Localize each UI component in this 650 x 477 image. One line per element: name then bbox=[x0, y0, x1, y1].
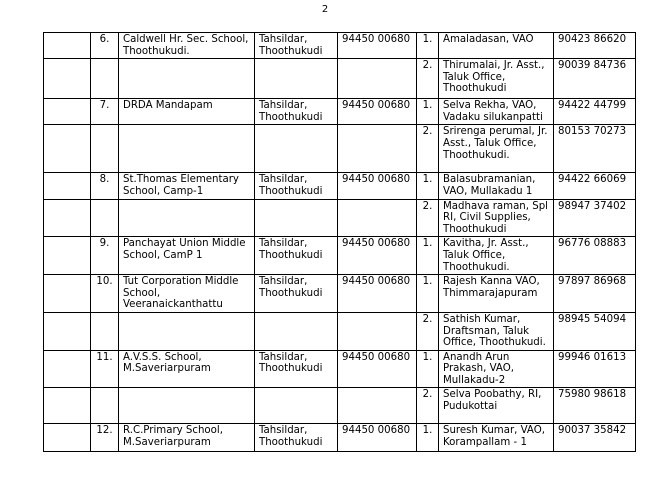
officer-cell bbox=[255, 199, 338, 237]
table-row bbox=[44, 173, 636, 199]
officer-phone-cell bbox=[338, 199, 417, 237]
page-number: 2 bbox=[321, 4, 329, 15]
staff-name-cell: Anandh Arun Prakash, VAO, Mullakadu-2 bbox=[439, 350, 554, 388]
table-body bbox=[44, 33, 636, 452]
staff-name-cell: Sathish Kumar, Draftsman, Taluk Office, Thoothukudi. bbox=[439, 312, 554, 350]
staff-phone-cell: 96776 08883 bbox=[554, 237, 636, 275]
officer-phone-cell bbox=[338, 388, 417, 424]
table-row bbox=[44, 275, 636, 313]
staff-name-cell: Srirenga perumal, Jr. Asst., Taluk Office, Thoothukudi. bbox=[439, 125, 554, 173]
polling-centre-cell: Panchayat Union Middle School, CamP 1 bbox=[119, 237, 255, 275]
staff-name-cell: Selva Rekha, VAO, Vadaku silukanpatti bbox=[439, 99, 554, 125]
staff-index-cell: 1. bbox=[417, 33, 439, 59]
margin-cell bbox=[44, 350, 91, 388]
staff-phone-cell: 98945 54094 bbox=[554, 312, 636, 350]
officer-phone-cell: 94450 00680 bbox=[338, 99, 417, 125]
table-row bbox=[44, 99, 636, 125]
margin-cell bbox=[44, 388, 91, 424]
officer-phone-cell: 94450 00680 bbox=[338, 33, 417, 59]
margin-cell bbox=[44, 199, 91, 237]
officer-cell: Tahsildar, Thoothukudi bbox=[255, 424, 338, 452]
polling-centre-cell bbox=[119, 312, 255, 350]
staff-index-cell: 2. bbox=[417, 59, 439, 99]
margin-cell bbox=[44, 125, 91, 173]
margin-cell bbox=[44, 312, 91, 350]
staff-name-cell: Selva Poobathy, RI, Pudukottai bbox=[439, 388, 554, 424]
officer-cell: Tahsildar, Thoothukudi bbox=[255, 173, 338, 199]
officer-cell bbox=[255, 59, 338, 99]
officer-cell: Tahsildar, Thoothukudi bbox=[255, 99, 338, 125]
officer-cell: Tahsildar, Thoothukudi bbox=[255, 350, 338, 388]
table-row bbox=[44, 59, 636, 99]
staff-name-cell: Madhava raman, Spl RI, Civil Supplies, Thoothukudi bbox=[439, 199, 554, 237]
margin-cell bbox=[44, 424, 91, 452]
table-row bbox=[44, 125, 636, 173]
margin-cell bbox=[44, 275, 91, 313]
staff-index-cell: 1. bbox=[417, 350, 439, 388]
officer-cell bbox=[255, 312, 338, 350]
serial-number-cell: 9. bbox=[91, 237, 119, 275]
polling-centre-cell: Caldwell Hr. Sec. School, Thoothukudi. bbox=[119, 33, 255, 59]
polling-staff-table bbox=[43, 32, 636, 452]
margin-cell bbox=[44, 33, 91, 59]
staff-name-cell: Suresh Kumar, VAO, Korampallam - 1 bbox=[439, 424, 554, 452]
polling-centre-cell: Tut Corporation Middle School, Veeranaickanthattu bbox=[119, 275, 255, 313]
polling-centre-cell: R.C.Primary School, M.Saveriarpuram bbox=[119, 424, 255, 452]
staff-phone-cell: 80153 70273 bbox=[554, 125, 636, 173]
staff-name-cell: Balasubramanian, VAO, Mullakadu 1 bbox=[439, 173, 554, 199]
officer-cell bbox=[255, 125, 338, 173]
table-row bbox=[44, 350, 636, 388]
staff-index-cell: 1. bbox=[417, 173, 439, 199]
polling-centre-cell: DRDA Mandapam bbox=[119, 99, 255, 125]
staff-phone-cell: 99946 01613 bbox=[554, 350, 636, 388]
staff-index-cell: 1. bbox=[417, 275, 439, 313]
staff-index-cell: 2. bbox=[417, 125, 439, 173]
table-row bbox=[44, 388, 636, 424]
staff-name-cell: Thirumalai, Jr. Asst., Taluk Office, Thoothukudi bbox=[439, 59, 554, 99]
staff-phone-cell: 90423 86620 bbox=[554, 33, 636, 59]
officer-phone-cell: 94450 00680 bbox=[338, 173, 417, 199]
margin-cell bbox=[44, 237, 91, 275]
officer-cell bbox=[255, 388, 338, 424]
serial-number-cell bbox=[91, 59, 119, 99]
staff-index-cell: 1. bbox=[417, 424, 439, 452]
serial-number-cell: 10. bbox=[91, 275, 119, 313]
officer-phone-cell: 94450 00680 bbox=[338, 237, 417, 275]
polling-centre-cell bbox=[119, 59, 255, 99]
staff-phone-cell: 90039 84736 bbox=[554, 59, 636, 99]
table-row bbox=[44, 237, 636, 275]
officer-cell: Tahsildar, Thoothukudi bbox=[255, 275, 338, 313]
staff-index-cell: 2. bbox=[417, 388, 439, 424]
staff-index-cell: 2. bbox=[417, 312, 439, 350]
polling-centre-cell bbox=[119, 125, 255, 173]
staff-phone-cell: 94422 66069 bbox=[554, 173, 636, 199]
staff-phone-cell: 98947 37402 bbox=[554, 199, 636, 237]
officer-phone-cell: 94450 00680 bbox=[338, 275, 417, 313]
officer-phone-cell: 94450 00680 bbox=[338, 350, 417, 388]
officer-phone-cell bbox=[338, 59, 417, 99]
serial-number-cell: 11. bbox=[91, 350, 119, 388]
staff-phone-cell: 97897 86968 bbox=[554, 275, 636, 313]
staff-phone-cell: 75980 98618 bbox=[554, 388, 636, 424]
officer-cell: Tahsildar, Thoothukudi bbox=[255, 237, 338, 275]
officer-phone-cell: 94450 00680 bbox=[338, 424, 417, 452]
margin-cell bbox=[44, 173, 91, 199]
margin-cell bbox=[44, 59, 91, 99]
staff-name-cell: Rajesh Kanna VAO, Thimmarajapuram bbox=[439, 275, 554, 313]
serial-number-cell: 8. bbox=[91, 173, 119, 199]
margin-cell bbox=[44, 99, 91, 125]
serial-number-cell: 6. bbox=[91, 33, 119, 59]
staff-name-cell: Kavitha, Jr. Asst., Taluk Office, Thoothukudi. bbox=[439, 237, 554, 275]
serial-number-cell bbox=[91, 199, 119, 237]
staff-name-cell: Amaladasan, VAO bbox=[439, 33, 554, 59]
table-row bbox=[44, 33, 636, 59]
staff-index-cell: 2. bbox=[417, 199, 439, 237]
staff-phone-cell: 90037 35842 bbox=[554, 424, 636, 452]
serial-number-cell bbox=[91, 312, 119, 350]
staff-index-cell: 1. bbox=[417, 99, 439, 125]
table-row bbox=[44, 199, 636, 237]
table-row bbox=[44, 424, 636, 452]
serial-number-cell: 7. bbox=[91, 99, 119, 125]
officer-phone-cell bbox=[338, 312, 417, 350]
staff-index-cell: 1. bbox=[417, 237, 439, 275]
polling-centre-cell bbox=[119, 199, 255, 237]
staff-phone-cell: 94422 44799 bbox=[554, 99, 636, 125]
serial-number-cell bbox=[91, 388, 119, 424]
officer-phone-cell bbox=[338, 125, 417, 173]
table-row bbox=[44, 312, 636, 350]
officer-cell: Tahsildar, Thoothukudi bbox=[255, 33, 338, 59]
polling-centre-cell: A.V.S.S. School, M.Saveriarpuram bbox=[119, 350, 255, 388]
serial-number-cell bbox=[91, 125, 119, 173]
polling-centre-cell: St.Thomas Elementary School, Camp-1 bbox=[119, 173, 255, 199]
serial-number-cell: 12. bbox=[91, 424, 119, 452]
polling-centre-cell bbox=[119, 388, 255, 424]
